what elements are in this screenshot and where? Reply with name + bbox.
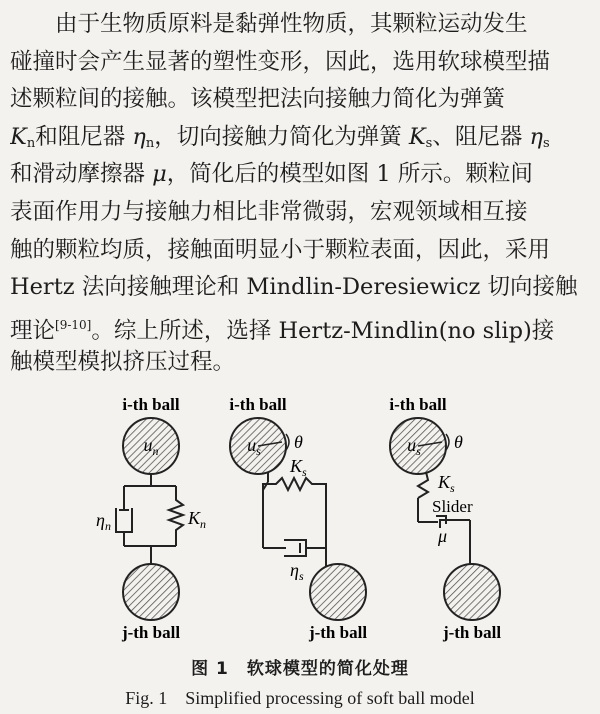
Ks-label: $K_s$ [438,472,455,495]
text-run: ，切向接触力简化为弹簧 [154,123,409,150]
subscript: s [425,135,433,151]
damper-eta-n [116,508,132,532]
mu-symbol: μ [438,526,448,546]
damper-eta-s [284,540,306,556]
text-run: 、阻尼器 [432,123,530,150]
eta-n-label: $\eta_n$ [96,510,111,533]
text-line [10,119,594,157]
symbol-K: K [408,123,426,150]
j-ball [310,564,366,620]
text-line: 碰撞时会产生显著的塑性变形，因此，选用软球模型描 [10,48,551,75]
subscript: n [26,135,36,151]
us-symbol: $u_s$ [407,435,421,458]
text-line [10,307,594,345]
i-ball-label: i-th ball [229,395,287,414]
text-line: Hertz 法向接触理论和 Mindlin-Deresiewicz 切向接触 [10,274,578,301]
spring-Kn [169,486,183,546]
text-run: 。综上所述，选择 Hertz-Mindlin(no slip)接 [91,317,555,344]
text-run: 和阻尼器 [35,123,133,150]
j-ball [123,564,179,620]
Kn-label: $K_n$ [188,508,207,531]
text-line: 触的颗粒均质，接触面明显小于颗粒表面，因此，采用 [10,236,551,263]
theta-symbol: θ [454,432,463,452]
j-ball-label: j-th ball [121,623,181,642]
symbol-eta: η [529,123,543,150]
theta-symbol: θ [294,432,303,452]
text-line: 表面作用力与接触力相比非常微弱，宏观领域相互接 [10,198,528,225]
j-ball [444,564,500,620]
Ks-label: $K_s$ [290,456,307,479]
text-line: 述颗粒间的接触。该模型把法向接触力简化为弹簧 [10,86,506,113]
normal-contact-model [96,395,206,642]
i-ball-label: i-th ball [122,395,180,414]
text-line: 由于生物质原料是黏弹性物质，其颗粒运动发生 [55,11,528,37]
us-symbol: $u_s$ [247,435,261,458]
spring-Ks [263,478,326,494]
eta-s-label: $\eta_s$ [290,560,304,583]
j-ball-label: j-th ball [442,623,502,642]
tangential-slider-model [389,395,501,642]
text-line: 触模型模拟挤压过程。 [10,349,236,376]
j-ball-label: j-th ball [308,623,368,642]
symbol-K: K [10,123,27,150]
spring-Ks [418,472,428,498]
symbol-mu: μ [152,161,167,188]
subscript: s [542,135,550,151]
text-line [10,156,594,194]
text-run: 和滑动摩擦器 [10,161,153,188]
soft-ball-model-figure [0,388,600,650]
figure-caption-cn: 图 1 软球模型的简化处理 [191,659,409,679]
body-paragraph [10,6,594,382]
un-symbol: $u_n$ [143,435,159,458]
citation: [9-10] [55,317,92,332]
text-run: ，简化后的模型如图 1 所示。颗粒间 [166,161,533,188]
i-ball-label: i-th ball [389,395,447,414]
slider-label: Slider [432,497,473,516]
figure-caption-en: Fig. 1 Simplified processing of soft ball model [125,688,475,708]
tangential-damper-model [229,395,367,642]
symbol-eta: η [132,123,146,150]
subscript: n [145,135,155,151]
text-run: 理论 [10,317,56,344]
